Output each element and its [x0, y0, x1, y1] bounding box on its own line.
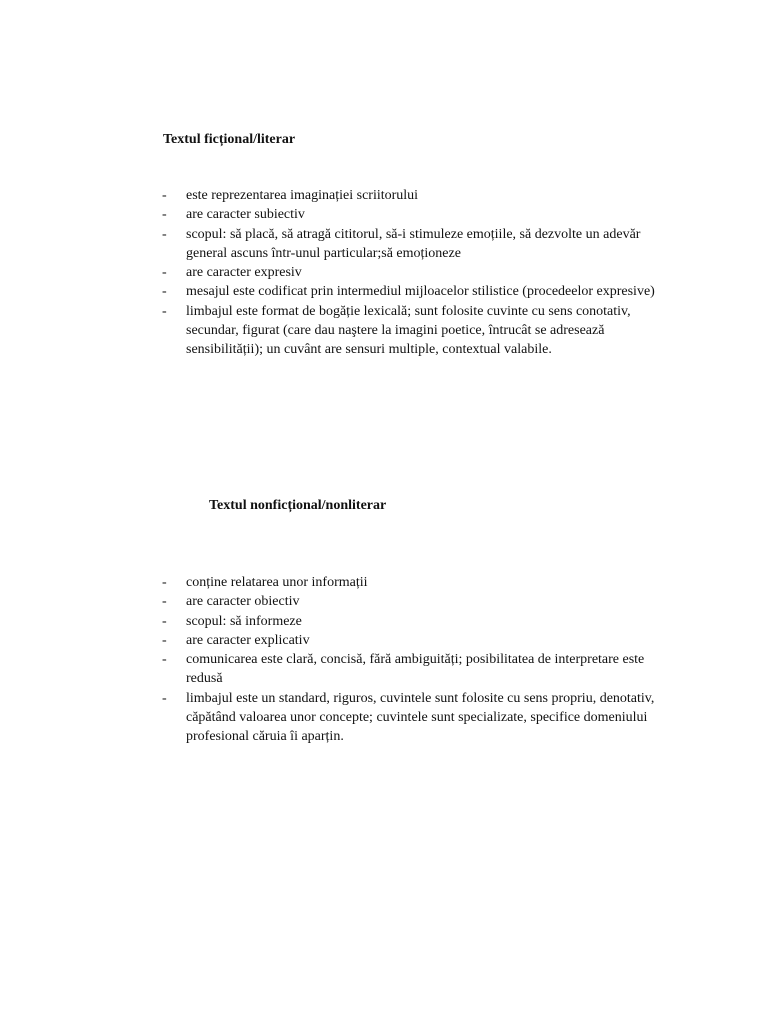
bullet-dash: - — [162, 690, 167, 706]
bullet-dash: - — [162, 632, 167, 648]
list-item — [162, 612, 662, 631]
list-item-text: are caracter expresiv — [186, 265, 302, 281]
list-item-text: limbajul este un standard, riguros, cuvintele sunt folosite cu sens propriu, denotativ, căpătând valoarea unor concepte; cuvintele sunt specializate, specifice domeniului profesional căruia îi aparțin. — [186, 690, 655, 745]
section-heading-nonfictional: Textul nonficțional/nonliterar — [209, 498, 387, 513]
bullet-dash: - — [162, 594, 167, 610]
list-item — [162, 573, 662, 592]
list-item — [162, 631, 662, 650]
list-item-text: are caracter subiectiv — [186, 207, 305, 223]
list-item-text: limbajul este format de bogăție lexicală; sunt folosite cuvinte cu sens conotativ, secundar, figurat (care dau naştere la imagini poetice, întrucât se adresează sensibilității); un cuvânt are sensuri multiple, contextual valabile. — [186, 303, 631, 358]
section-heading-fictional: Textul ficțional/literar — [163, 132, 296, 147]
list-item — [162, 205, 662, 224]
list-item — [162, 650, 662, 689]
list-item — [162, 592, 662, 611]
bullet-dash: - — [162, 575, 167, 590]
list-item-text: scopul: să informeze — [186, 613, 302, 629]
fictional-characteristics-list — [162, 186, 662, 360]
bullet-dash: - — [162, 303, 167, 319]
bullet-dash: - — [162, 188, 167, 203]
list-item — [162, 302, 662, 360]
list-item — [162, 689, 662, 747]
bullet-dash: - — [162, 265, 167, 281]
list-item — [162, 186, 662, 205]
list-item — [162, 282, 662, 301]
list-item-text: are caracter explicativ — [186, 632, 310, 648]
list-item-text: comunicarea este clară, concisă, fără ambiguități; posibilitatea de interpretare este redusă — [186, 652, 645, 687]
bullet-dash: - — [162, 613, 167, 629]
bullet-dash: - — [162, 652, 167, 668]
bullet-dash: - — [162, 284, 167, 300]
list-item — [162, 225, 662, 264]
list-item-text: conține relatarea unor informații — [186, 575, 368, 590]
nonfictional-characteristics-list — [162, 573, 662, 747]
list-item — [162, 263, 662, 282]
list-item-text: mesajul este codificat prin intermediul mijloacelor stilistice (procedeelor expresive) — [186, 284, 655, 300]
list-item-text: are caracter obiectiv — [186, 594, 300, 610]
bullet-dash: - — [162, 207, 167, 223]
list-item-text: scopul: să placă, să atragă cititorul, să-i stimuleze emoțiile, să dezvolte un adevăr general ascuns într-unul particular;să emoționeze — [186, 226, 641, 261]
bullet-dash: - — [162, 226, 167, 242]
list-item-text: este reprezentarea imaginației scriitorului — [186, 188, 419, 203]
